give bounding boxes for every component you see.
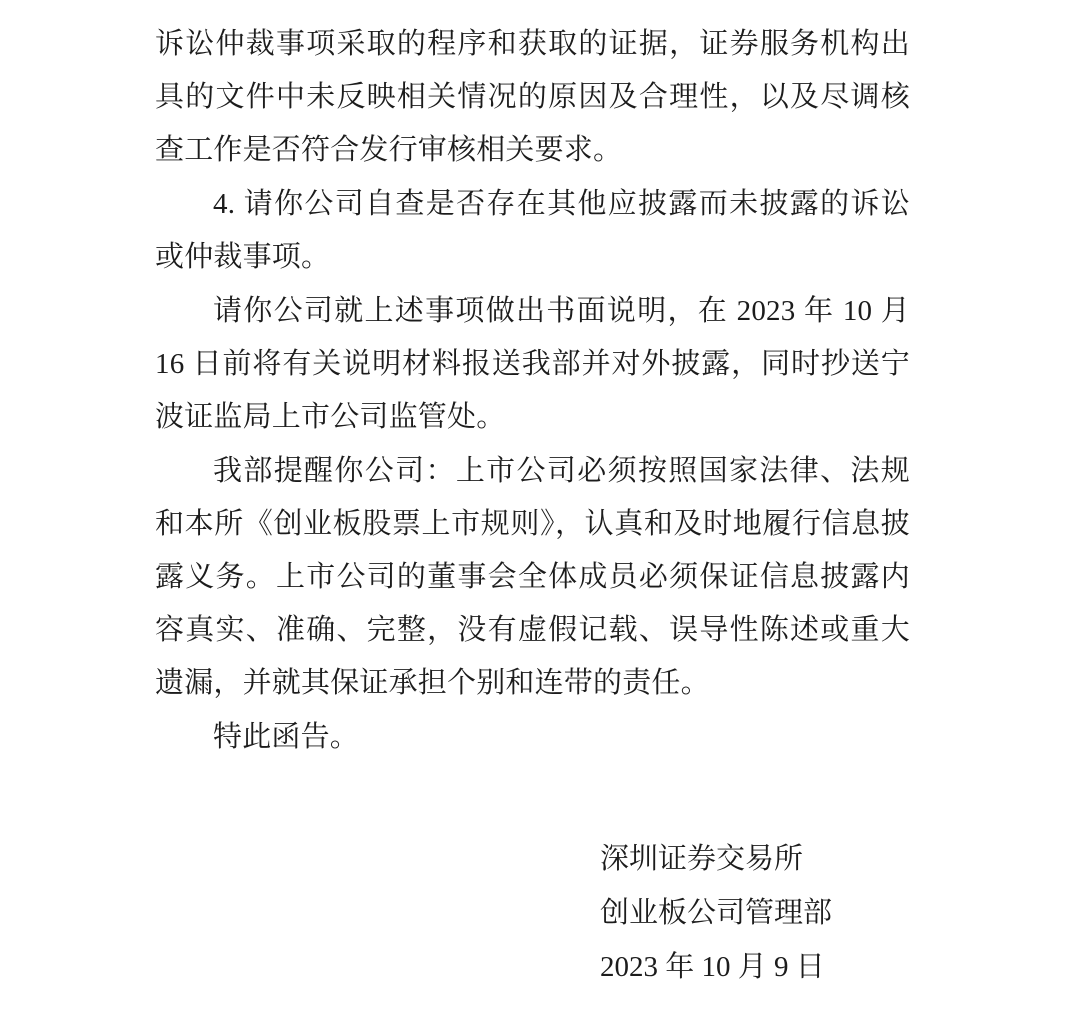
paragraph-continued: 诉讼仲裁事项采取的程序和获取的证据，证券服务机构出具的文件中未反映相关情况的原因及合理性，以及尽调核查工作是否符合发行审核相关要求。 — [155, 28, 910, 166]
signature-block — [600, 832, 832, 994]
paragraph-written-explanation-request: 请你公司就上述事项做出书面说明，在 2023 年 10 月 16 日前将有关说明材料报送我部并对外披露，同时抄送宁波证监局上市公司监管处。 — [155, 295, 910, 433]
signature-date: 2023 年 10 月 9 日 — [600, 951, 825, 983]
paragraph-item-4: 4. 请你公司自查是否存在其他应披露而未披露的诉讼或仲裁事项。 — [155, 188, 910, 273]
signature-organization: 深圳证券交易所 — [600, 843, 804, 875]
paragraph-reminder: 我部提醒你公司：上市公司必须按照国家法律、法规和本所《创业板股票上市规则》，认真和及时地履行信息披露义务。上市公司的董事会全体成员必须保证信息披露内容真实、准确、完整，没有虚假记载、误导性陈述或重大遗漏，并就其保证承担个别和连带的责任。 — [155, 455, 910, 699]
paragraph-closing: 特此函告。 — [213, 721, 360, 753]
document-body — [155, 18, 910, 764]
signature-department: 创业板公司管理部 — [600, 897, 833, 929]
